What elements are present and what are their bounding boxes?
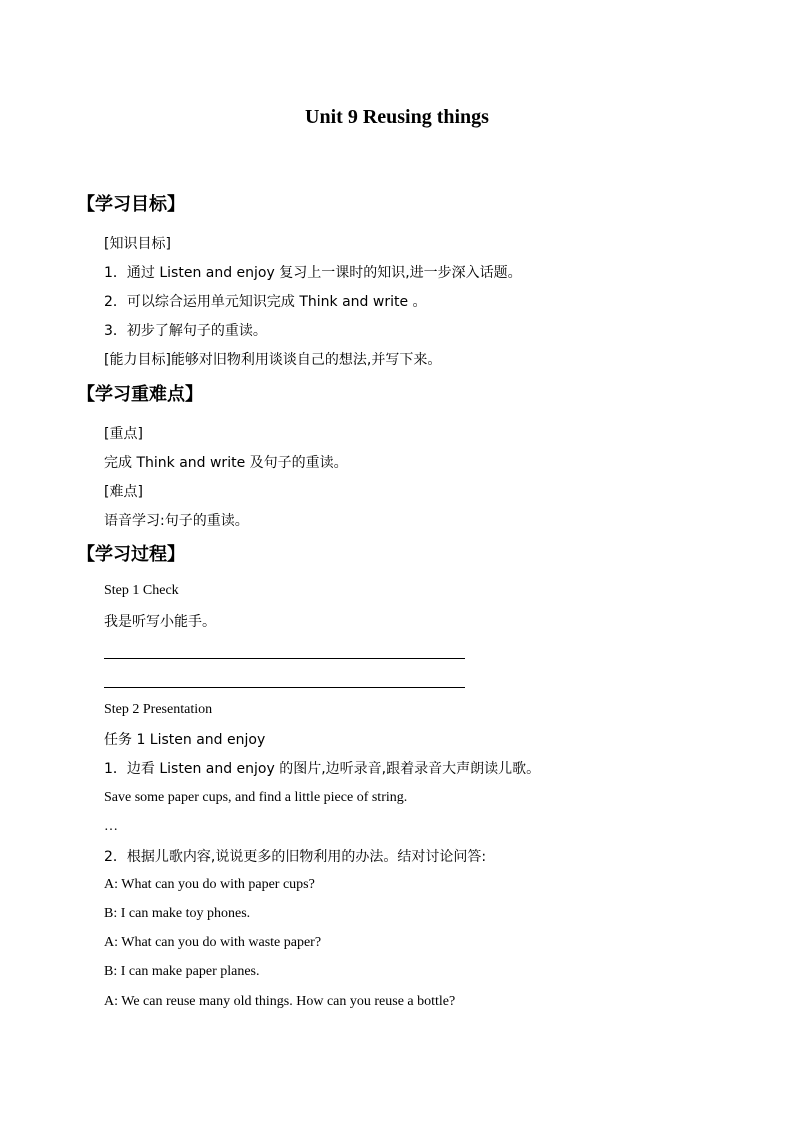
rhyme-ellipsis: …: [104, 819, 118, 834]
section-heading-key-points: 【学习重难点】: [77, 384, 203, 405]
section-heading-goals: 【学习目标】: [77, 194, 185, 215]
task-1-item-2: 2．根据儿歌内容,说说更多的旧物利用的办法。结对讨论问答:: [104, 849, 487, 865]
answer-blank-line: [104, 687, 465, 688]
key-point-text: 完成 Think and write 及句子的重读。: [104, 455, 348, 471]
answer-blank-line: [104, 658, 465, 659]
dialogue-line: A: We can reuse many old things. How can you reuse a bottle?: [104, 994, 456, 1009]
step-2-title: Step 2 Presentation: [104, 702, 213, 717]
step-1-task: 我是听写小能手。: [104, 614, 216, 630]
task-1-item-1: 1．边看 Listen and enjoy 的图片,边听录音,跟着录音大声朗读儿歌。: [104, 761, 541, 777]
goal-item: 1．通过 Listen and enjoy 复习上一课时的知识,进一步深入话题。: [104, 265, 522, 281]
dialogue-line: B: I can make paper planes.: [104, 964, 260, 979]
key-point-label: [重点]: [104, 426, 143, 442]
difficult-point-label: [难点]: [104, 484, 143, 500]
goal-item: 2．可以综合运用单元知识完成 Think and write 。: [104, 294, 427, 310]
goal-item: 3．初步了解句子的重读。: [104, 323, 267, 339]
ability-goal: [能力目标]能够对旧物利用谈谈自己的想法,并写下来。: [104, 352, 442, 368]
step-1-title: Step 1 Check: [104, 583, 179, 598]
section-heading-process: 【学习过程】: [77, 544, 185, 565]
dialogue-line: A: What can you do with waste paper?: [104, 935, 322, 950]
dialogue-line: A: What can you do with paper cups?: [104, 877, 315, 892]
difficult-point-text: 语音学习:句子的重读。: [104, 513, 249, 529]
document-title: Unit 9 Reusing things: [305, 106, 489, 128]
knowledge-goal-label: [知识目标]: [104, 236, 171, 252]
dialogue-line: B: I can make toy phones.: [104, 906, 251, 921]
rhyme-line: Save some paper cups, and find a little piece of string.: [104, 790, 408, 805]
task-1-title: 任务 1 Listen and enjoy: [104, 732, 266, 748]
